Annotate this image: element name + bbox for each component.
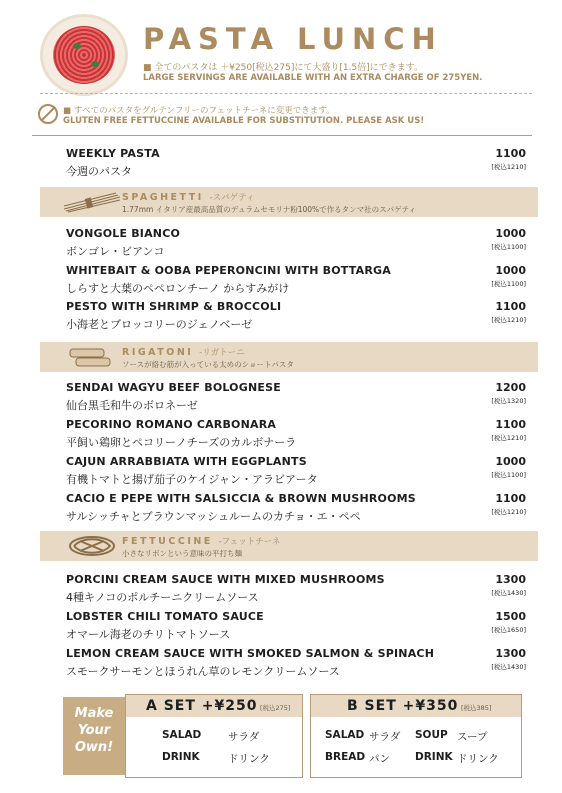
menu-header (0, 0, 562, 140)
menu-item (66, 264, 526, 296)
section-spaghetti (40, 187, 538, 217)
item-name-en: WHITEBAIT & OOBA PEPERONCINI WITH BOTTARGA (66, 264, 391, 277)
item-price (466, 455, 526, 479)
set-option-jp: スープ (457, 731, 488, 743)
menu-item (66, 300, 526, 332)
set-option: DRINK (415, 751, 453, 763)
price-tax: [税込1320] (491, 397, 526, 405)
set-option-jp: サラダ (228, 731, 260, 743)
a-set-box (125, 694, 303, 778)
menu-item-weekly (66, 147, 526, 179)
item-price (466, 573, 526, 597)
basil-leaf-icon (91, 61, 99, 67)
price-tax: [税込1430] (491, 663, 526, 671)
set-tax: [税込275] (260, 704, 291, 712)
price-tax: [税込1210] (491, 434, 526, 442)
section-fettuccine (40, 531, 538, 561)
price-value: 1000 (495, 455, 526, 468)
set-option: BREAD (325, 751, 366, 763)
set-option: DRINK (162, 751, 200, 763)
item-name-en: PORCINI CREAM SAUCE WITH MIXED MUSHROOMS (66, 573, 385, 586)
item-name-en: LOBSTER CHILI TOMATO SAUCE (66, 610, 264, 623)
item-name-jp: 有機トマトと揚げ茄子のケイジャン・アラビアータ (66, 473, 318, 486)
price-value: 1500 (495, 610, 526, 623)
fettuccine-nest-icon (62, 535, 122, 557)
set-title: B SET +¥350 (347, 698, 459, 714)
item-name-jp: 小海老とブロッコリーのジェノベーゼ (66, 318, 253, 331)
section-title: FETTUCCINE -フェットチーネ (122, 536, 281, 547)
item-name-jp: ボンゴレ・ビアンコ (66, 245, 165, 258)
divider (32, 135, 532, 136)
item-name-jp: 今週のパスタ (66, 165, 132, 178)
price-tax: [税込1430] (491, 589, 526, 597)
price-tax: [税込1210] (491, 508, 526, 516)
price-tax: [税込1210] (491, 163, 526, 171)
gluten-free-note-en: GLUTEN FREE FETTUCCINE AVAILABLE FOR SUBSTITUTION. PLEASE ASK US! (63, 116, 425, 126)
menu-item (66, 227, 526, 259)
item-name-jp: サルシッチャとブラウンマッシュルームのカチョ・エ・ペペ (66, 510, 361, 523)
pasta-plate-illustration (40, 14, 128, 96)
item-price (466, 610, 526, 634)
item-name-en: PESTO WITH SHRIMP & BROCCOLI (66, 300, 282, 313)
item-name-jp: 平飼い鶏卵とペコリーノチーズのカルボナーラ (66, 436, 297, 449)
badge-line: Make (74, 706, 114, 721)
page-title: PASTA LUNCH (143, 22, 443, 56)
price-value: 1100 (495, 300, 526, 313)
section-description: 小さなリボンという意味の平打ち麺 (122, 549, 242, 558)
basil-leaf-icon (73, 43, 81, 49)
item-price (466, 492, 526, 516)
section-description: 1.77mm イタリア産最高品質のデュラムセモリナ粉100%で作るタンマ社のスパゲティ (122, 205, 417, 214)
gluten-free-icon (38, 104, 58, 124)
section-description: ソースが絡む筋が入っている太めのショートパスタ (122, 360, 294, 369)
item-price (466, 264, 526, 288)
price-value: 1300 (495, 647, 526, 660)
item-name-en: LEMON CREAM SAUCE WITH SMOKED SALMON & SPINACH (66, 647, 435, 660)
set-header (126, 695, 302, 717)
set-option-jp: サラダ (369, 731, 401, 743)
set-option: SALAD (325, 729, 365, 741)
set-title: A SET +¥250 (146, 698, 258, 714)
spaghetti-icon (53, 26, 115, 84)
divider (40, 93, 532, 94)
large-serving-note-jp: ■ 全てのパスタは ＋¥250[税込275]にて大盛り[1.5倍]にできます。 (143, 63, 423, 73)
menu-item (66, 573, 526, 605)
menu-item (66, 418, 526, 450)
set-option: SALAD (162, 729, 202, 741)
large-serving-note-en: LARGE SERVINGS ARE AVAILABLE WITH AN EXTRA CHARGE OF 275YEN. (143, 73, 483, 83)
set-header (311, 695, 521, 717)
price-value: 1300 (495, 573, 526, 586)
price-tax: [税込1650] (491, 626, 526, 634)
price-value: 1100 (495, 492, 526, 505)
item-name-en: SENDAI WAGYU BEEF BOLOGNESE (66, 381, 281, 394)
item-price (466, 227, 526, 251)
price-tax: [税込1100] (491, 243, 526, 251)
price-value: 1000 (495, 227, 526, 240)
price-value: 1000 (495, 264, 526, 277)
menu-item (66, 492, 526, 524)
price-tax: [税込1100] (491, 471, 526, 479)
item-name-jp: 4種キノコのポルチーニクリームソース (66, 591, 259, 604)
set-option-jp: ドリンク (228, 753, 270, 765)
menu-item (66, 455, 526, 487)
item-name-en: PECORINO ROMANO CARBONARA (66, 418, 277, 431)
section-title: RIGATONI -リガトーニ (122, 347, 245, 358)
item-name-jp: 仙台黒毛和牛のボロネーゼ (66, 399, 198, 412)
set-tax: [税込385] (461, 704, 492, 712)
badge-line: Own! (74, 740, 114, 755)
price-value: 1100 (495, 418, 526, 431)
menu-item (66, 381, 526, 413)
price-tax: [税込1100] (491, 280, 526, 288)
gluten-free-note-jp: ■ すべてのパスタをグルテンフリーのフェットチーネに変更できます。 (63, 106, 335, 116)
item-name-en: WEEKLY PASTA (66, 147, 160, 160)
price-tax: [税込1210] (491, 316, 526, 324)
price-value: 1100 (495, 147, 526, 160)
item-name-jp: しらすと大葉のペペロンチーノ からすみがけ (66, 282, 290, 295)
badge-line: Your (77, 723, 111, 738)
item-price (466, 381, 526, 405)
set-option-jp: パン (369, 753, 390, 765)
item-name-en: VONGOLE BIANCO (66, 227, 181, 240)
rigatoni-icon (62, 346, 122, 368)
make-your-own-badge (63, 697, 125, 775)
item-price (466, 147, 526, 171)
menu-item (66, 610, 526, 642)
b-set-box (310, 694, 522, 778)
section-title: SPAGHETTI -スパゲティ (122, 192, 255, 203)
set-option: SOUP (415, 729, 448, 741)
item-name-en: CACIO E PEPE WITH SALSICCIA & BROWN MUSHROOMS (66, 492, 416, 505)
item-name-jp: スモークサーモンとほうれん草のレモンクリームソース (66, 665, 340, 678)
item-price (466, 300, 526, 324)
item-price (466, 647, 526, 671)
spaghetti-bundle-icon (62, 191, 122, 213)
set-option-jp: ドリンク (457, 753, 499, 765)
item-name-jp: オマール海老のチリトマトソース (66, 628, 231, 641)
item-name-en: CAJUN ARRABBIATA WITH EGGPLANTS (66, 455, 307, 468)
menu-item (66, 647, 526, 679)
section-rigatoni (40, 342, 538, 372)
price-value: 1200 (495, 381, 526, 394)
item-price (466, 418, 526, 442)
